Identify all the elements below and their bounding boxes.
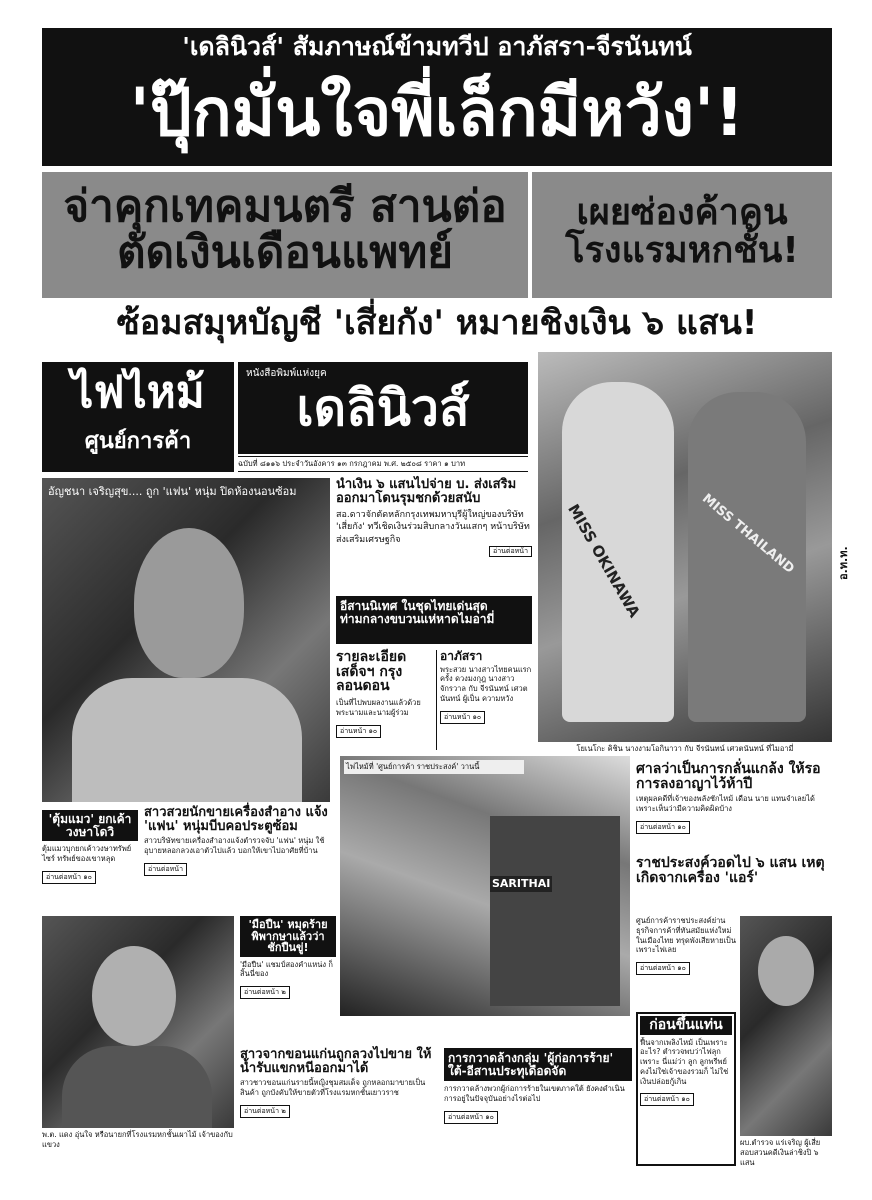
queen-left <box>562 382 674 722</box>
story-london-more[interactable]: อ่านหน้า ๑๐ <box>336 725 381 738</box>
subheadline: ซ้อมสมุหบัญชี 'เสี่ยกัง' หมายชิงเงิน ๖ แสน! <box>116 303 758 343</box>
banner-left-text: จ่าคุกเทคมนตรี สานต่อตัดเงินเดือนแพทย์ <box>63 181 507 279</box>
logo-tagline: หนังสือพิมพ์แห่งยุค <box>246 368 327 379</box>
story-money <box>336 478 532 592</box>
woman-face <box>134 528 244 678</box>
photo-queens-caption: โยเนโกะ คิชิน นางงามโอกินาวา กับ จีรนันทน์ เศวตนันทน์ ที่ไมอามี่ <box>576 744 794 753</box>
story-bandit-more[interactable]: อ่านต่อหน้า ๑๐ <box>444 1111 498 1124</box>
story-singer <box>144 806 336 912</box>
photo-queens <box>538 352 832 742</box>
fire-subtitle: ศูนย์การค้า <box>84 429 192 454</box>
story-apasra-body: พระสวย นางสาวไทยคนแรก ครั้ง ดวงมงกุฎ นางสาวจักรวาล กับ จีรนันทน์ เศวตนันทน์ ผู้เป็น ความหวัง <box>440 664 532 703</box>
story-apasra <box>436 650 532 750</box>
story-cat-more[interactable]: อ่านต่อหน้า ๑๐ <box>42 871 96 884</box>
story-singer-headline: สาวสวยนักขายเครื่องสำอาง แจ้ง 'แฟน' หนุ่มบีบคอประตูซ้อม <box>144 805 328 834</box>
queen-right <box>688 392 806 722</box>
main-headline: 'ปุ๊กมั่นใจพี่เล็กมีหวัง'! <box>129 74 745 151</box>
man-face <box>758 936 814 1006</box>
story-esan <box>336 596 532 644</box>
story-money-body: สอ.ดาวจักตัดหลักกรุงเทพมหาบุรีผู้ใหญ่ของบริษัท 'เสี่ยกัง' ทวีเชิดเงินร่วมสิบกลางวันแสกๆ หน้าบริษัทส่งเสริมเศรษฐกิจ <box>336 510 530 545</box>
story-court-more[interactable]: อ่านต่อหน้า ๑๐ <box>636 821 690 834</box>
logo-name: เดลินิวส์ <box>296 379 470 437</box>
story-court-body: เหตุผลคดีที่เจ้าของพลังชักไหม้ เดือน นาย แทนจำเลยได้เพราะเห็นว่ามีความคิดผิดบ้าง <box>636 794 815 814</box>
story-fire <box>636 856 832 916</box>
logo-box <box>238 362 528 454</box>
story-khonkaen <box>240 1048 440 1166</box>
photo-left-caption: อัญชนา เจริญสุข.... ถูก 'แฟน' หนุ่ม ปิดห้องนอนซ้อม <box>48 485 297 498</box>
caption-bottom-right: ผบ.ตำรวจ แร่เจริญ ผู้เสี่ย สอบสวนคดีเงินล่าชิงปิ ๖ แสน <box>740 1138 821 1167</box>
story-before <box>636 1012 736 1166</box>
story-shop-caption: ไฟไหม้ที่ 'ศูนย์การค้า ราชประสงค์' วานนี้ <box>344 760 524 774</box>
story-fire-body-wrap <box>636 916 736 1008</box>
shop-sign: SARITHAI <box>492 877 551 890</box>
story-gun-more[interactable]: อ่านต่อหน้า ๒ <box>240 986 290 999</box>
caption-bottom-left: พ.ต. แดง อุ่นใจ หรือนายกที่โรงแรมหกชั้นเผาไม้ เจ้าของกับแขวง <box>42 1130 233 1149</box>
masthead-top-line: 'เดลินิวส์' สัมภาษณ์ข้ามทวีป อาภัสรา-จีรนันทน์ <box>182 32 692 61</box>
story-khonkaen-more[interactable]: อ่านต่อหน้า ๒ <box>240 1105 290 1118</box>
story-gun-headline: 'มือปืน' หมุดร้าย พิพากษาแล้วว่า ชักปืนขู่! <box>240 916 336 957</box>
story-bandit-body: การกวาดล้างพวกผู้ก่อการร้ายในเขตภาคใต้ ยังคงดำเนินการอยู่ในปัจจุบันอย่างไรต่อไป <box>444 1084 625 1103</box>
photo-woman-left <box>42 478 330 802</box>
story-singer-more[interactable]: อ่านต่อหน้า <box>144 863 187 876</box>
masthead <box>42 28 832 166</box>
story-bandit-headline: การกวาดล้างกลุ่ม 'ผู้ก่อการร้าย' ใต้-อีสานประทุเดือดจัด <box>444 1048 632 1081</box>
sash-right: MISS THAILAND <box>699 491 797 577</box>
woman-body <box>72 678 302 802</box>
story-fire-more[interactable]: อ่านต่อหน้า ๑๐ <box>636 962 690 975</box>
story-money-more[interactable]: อ่านต่อหน้า <box>489 546 532 557</box>
fire-box <box>42 362 234 472</box>
story-khonkaen-body: สาวชาวขอนแก่นรายนี้หญิงชุมสมเด็จ ถูกหลอกมาขายเป็นสินค้า ถูกบังคับให้ขายตัวที่โรงแรมหกชั้นเยาวราช <box>240 1078 426 1098</box>
issue-line: ฉบับที่ ๘๑๑๖ ประจำวันอังคาร ๑๓ กรกฎาคม พ.ศ. ๒๕๐๘ ราคา ๑ บาท <box>238 456 528 472</box>
fire-title: ไฟไหม้ <box>71 367 205 418</box>
banner-left <box>42 172 528 298</box>
story-london-headline: รายละเอียดเสด็จฯ กรุงลอนดอน <box>336 649 407 695</box>
story-cat-body: ตุ้มแมวบุกยกเค้าวงษาทรัพย์ไซร์ ทรัพย์ของเขาหลุด <box>42 844 132 863</box>
story-court <box>636 762 832 852</box>
story-esan-headline: อีสานนิเทศ ในชุดไทยเด่นสุด ท่ามกลางขบวนแห่หาดไมอามี่ <box>340 599 495 626</box>
story-before-headline: ก่อนขึ้นแท่น <box>640 1016 732 1035</box>
photo-shopping-center <box>340 756 630 1016</box>
story-gun <box>240 916 336 1042</box>
story-cat-headline: 'ตุ้มแมว' ยกเค้า วงษาโดวิ <box>42 810 138 841</box>
story-court-headline: ศาลว่าเป็นการกลั่นแกล้ง ให้รอการลงอาญาไว้ห้าปี <box>636 761 821 792</box>
story-cat <box>42 810 138 912</box>
story-gun-body: 'มือปืน' แชมป์สองคำแหน่ง ก็สิ้นนี่ของ <box>240 959 333 979</box>
story-fire-body: ศูนย์การค้าราชประสงค์ย่านธุรกิจการค้าที่ทันสมัยแห่งใหม่ในเมืองไทย ทรุดพังเสียหายเป็นเพราะไฟเลย <box>636 916 736 955</box>
banner-right <box>532 172 832 298</box>
story-singer-body: สาวบริษัทขายเครื่องสำอางแจ้งตำรวจจับ 'แฟน' หนุ่ม ใช้อุบายหลอกลวงเอาตัวไปแล้ว บอกให้เขาไปอาศัยที่บ้าน <box>144 836 325 856</box>
woman2-face <box>92 946 176 1046</box>
story-london <box>336 650 432 750</box>
story-fire-headline: ราชประสงค์วอดไป ๖ แสน เหตุเกิดจากเครื่อง 'แอร์' <box>636 855 825 886</box>
story-before-more[interactable]: อ่านต่อหน้า ๑๐ <box>640 1093 694 1106</box>
story-bandit <box>444 1048 632 1166</box>
photo-woman-bottom-left <box>42 916 234 1128</box>
sash-left: MISS OKINAWA <box>564 501 644 621</box>
story-money-headline: นำเงิน ๖ แสนไปจ่าย บ. ส่งเสริม ออกมาโดนรุมชกด้วยสนับ <box>336 477 517 506</box>
story-london-body: เป็นที่ไปพบผลงานแล้วด้วย พระนามและนามผู้ร่วม <box>336 698 421 717</box>
side-credit: อ.ท.ท. <box>837 546 850 580</box>
story-before-body: ฟื้นจากเพลิงไหม้ เป็นเพราะอะไร? ตำรวจพบว่าไฟลุก เพราะ นี่แม่ว่า ลูก ลูกพรีพย์ คงไม่ใช่เจ้าของรวมก็ ไม่ใช่เงินปล่อยกู้เกิน <box>640 1037 729 1086</box>
story-apasra-more[interactable]: อ่านหน้า ๑๐ <box>440 711 485 724</box>
woman2-body <box>62 1046 212 1128</box>
story-apasra-headline: อาภัสรา <box>440 649 483 663</box>
photo-man-right <box>740 916 832 1136</box>
story-khonkaen-headline: สาวจากขอนแก่นถูกลวงไปขาย ให้น้ำรับแขกหนีออกมาได้ <box>240 1047 432 1076</box>
building <box>490 816 620 1006</box>
banner-right-text: เผยซ่องค้าคน โรงแรมหกชั้น! <box>565 192 799 271</box>
